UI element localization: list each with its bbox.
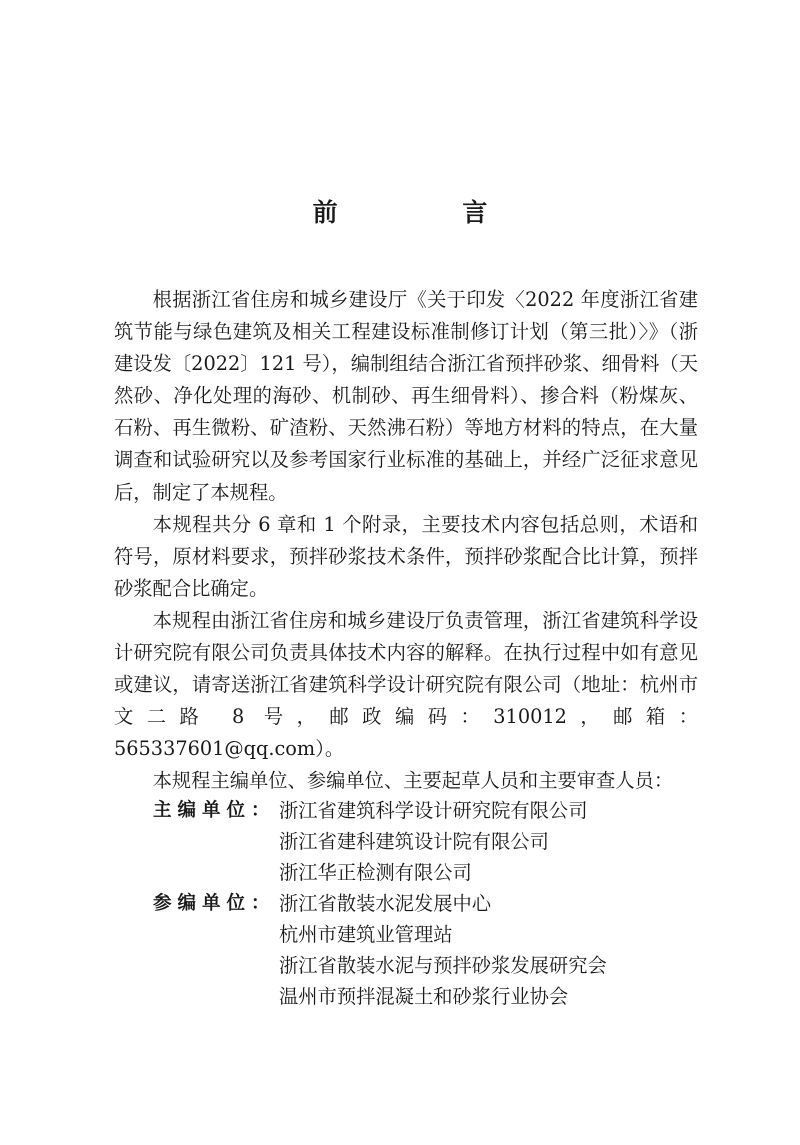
chief-unit-item: 浙江华正检测有限公司 [279,861,472,884]
participating-unit-item: 杭州市建筑业管理站 [279,923,453,946]
participating-units [153,888,713,1012]
page-title: 前 言 [312,198,546,227]
participating-unit-item: 温州市预拌混凝土和砂浆行业协会 [279,985,569,1008]
paragraph-units-intro: 本规程主编单位、参编单位、主要起草人员和主要审查人员： [152,769,674,793]
paragraph-compilation-basis: 根据浙江省住房和城乡建设厅《关于印发〈2022 年度浙江省建筑节能与绿色建筑及相关工程建设标准制修订计划（第三批）〉》（浙建设发〔2022〕121 号），编制组结合浙江省预拌砂浆、细骨料（天然砂、净化处理的海砂、机制砂、再生细骨料）、掺合料（粉煤灰、石粉、再生微粉、矿渣粉、天然沸石粉）等地方材料的特点，在大量调查和试验研究以及参考国家行业标准的基础上，并经广泛征求意见后，制定了本规程。 [114,288,698,504]
chief-unit-item: 浙江省建科建筑设计院有限公司 [279,830,549,853]
paragraph-management: 本规程由浙江省住房和城乡建设厅负责管理，浙江省建筑科学设计研究院有限公司负责具体技术内容的解释。在执行过程中如有意见或建议，请寄送浙江省建筑科学设计研究院有限公司（地址：杭州市文二路 8 号，邮政编码：310012，邮箱：565337601@qq.com）。 [114,608,698,761]
participating-unit-item: 浙江省散装水泥与预拌砂浆发展研究会 [279,954,607,977]
paragraph-contents: 本规程共分 6 章和 1 个附录，主要技术内容包括总则，术语和符号，原材料要求，预拌砂浆技术条件，预拌砂浆配合比计算，预拌砂浆配合比确定。 [114,512,698,600]
chief-unit-item: 浙江省建筑科学设计研究院有限公司 [279,799,588,822]
chief-units [153,795,713,888]
chief-units-label: 主编单位： [153,800,276,821]
participating-units-label: 参编单位： [153,893,276,914]
preface-body [114,284,698,798]
participating-unit-item: 浙江省散装水泥发展中心 [279,892,492,915]
units-list [153,795,713,1012]
